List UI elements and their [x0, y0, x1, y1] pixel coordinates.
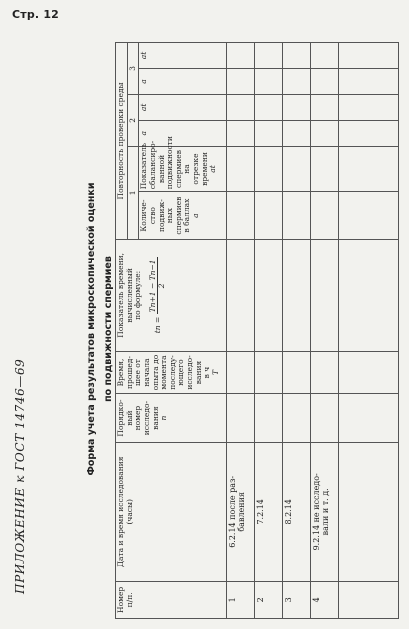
empty-cell: [283, 394, 311, 443]
empty-cell: [311, 146, 339, 192]
rotated-form-area: [0, 29, 409, 629]
empty-cell: [227, 94, 255, 120]
formula-denominator: 2: [157, 283, 167, 289]
page-number: Стр. 12: [12, 8, 60, 21]
empty-cell: [255, 94, 283, 120]
empty-cell: [339, 351, 399, 393]
header-repeat-2: 2: [127, 94, 139, 146]
empty-cell: [283, 239, 311, 351]
header-ordinal-text: Порядко- вый номер исследо- вания n: [116, 399, 169, 437]
row-number: 4: [311, 581, 339, 618]
empty-cell: [311, 192, 339, 240]
row-date-line-1: 6.2.14 после раз-: [228, 475, 238, 548]
header-rep3-at: at: [139, 43, 227, 69]
empty-cell: [311, 120, 339, 146]
empty-cell: [339, 120, 399, 146]
form-subtitle: по подвижности спермиев: [103, 256, 114, 402]
empty-cell: [283, 94, 311, 120]
empty-cell: [311, 43, 339, 69]
empty-cell: [255, 351, 283, 393]
empty-cell: [255, 146, 283, 192]
form-title: Форма учета результатов микроскопической оценки: [86, 182, 97, 476]
time-formula: [149, 257, 167, 333]
row-date: [255, 442, 283, 581]
empty-cell: [283, 351, 311, 393]
empty-cell: [339, 94, 399, 120]
empty-cell: [283, 192, 311, 240]
row-date-line-2: бавления: [237, 492, 247, 532]
row-date: [283, 442, 311, 581]
table-row-filler: [339, 43, 399, 619]
empty-cell: [283, 69, 311, 95]
formula-left: tn =: [152, 314, 162, 334]
empty-cell: [255, 394, 283, 443]
empty-cell: [255, 69, 283, 95]
empty-cell: [339, 581, 399, 618]
header-elapsed-time: [116, 351, 227, 393]
row-date: [311, 442, 339, 581]
table-row: [255, 43, 283, 619]
empty-cell: [311, 239, 339, 351]
table-row: [227, 43, 255, 619]
row-number: 2: [255, 581, 283, 618]
header-date: Дата и время исследования (часы): [116, 442, 227, 581]
empty-cell: [283, 43, 311, 69]
formula-numerator: Tn+1 − Tn−1: [147, 259, 157, 313]
empty-cell: [339, 394, 399, 443]
header-motile-count: [139, 192, 227, 240]
row-date-line-2: вали и т. д.: [321, 488, 331, 536]
empty-cell: [227, 394, 255, 443]
empty-cell: [227, 239, 255, 351]
formula-fraction: [149, 257, 167, 314]
header-rep2-a: a: [139, 120, 227, 146]
empty-cell: [283, 146, 311, 192]
header-rep3-a: a: [139, 69, 227, 95]
header-time-index-text: Показатель времени, вычисленный по формуле:: [116, 253, 143, 338]
header-balanced-motility-text: Показатель сбалансиро- ванной подвижности спермиев на отрезке времени at: [139, 136, 218, 190]
header-repeat-1: 1: [127, 146, 139, 239]
header-repeat-3: 3: [127, 43, 139, 95]
empty-cell: [227, 69, 255, 95]
empty-cell: [283, 120, 311, 146]
header-time-index: [116, 239, 227, 351]
empty-cell: [255, 192, 283, 240]
empty-cell: [227, 120, 255, 146]
header-rep2-at: at: [139, 94, 227, 120]
header-number: Номер п/п.: [116, 581, 227, 618]
header-row-1: [116, 43, 128, 619]
header-elapsed-text: Время, прошед- шее от начала опыта до момента последу- ющего исследо- вания в ч T: [116, 354, 220, 391]
table-row: [283, 43, 311, 619]
empty-cell: [227, 43, 255, 69]
empty-cell: [339, 43, 399, 69]
empty-cell: [255, 239, 283, 351]
empty-cell: [311, 351, 339, 393]
header-motile-count-text: Количе- ство подвиж- ных спермиев в баллах a: [139, 196, 200, 235]
empty-cell: [255, 120, 283, 146]
row-date-line-1: 8.2.14: [284, 499, 294, 525]
row-date-line-1: 9.2.14 не исследо-: [312, 473, 322, 551]
table-row: [311, 43, 339, 619]
annex-title: ПРИЛОЖЕНИЕ к ГОСТ 14746—69: [13, 358, 27, 594]
header-repeat-group: Повторность проверки среды: [116, 43, 128, 240]
table-body: [227, 43, 399, 619]
row-number: 3: [283, 581, 311, 618]
row-number: 1: [227, 581, 255, 618]
empty-cell: [311, 69, 339, 95]
empty-cell: [339, 69, 399, 95]
row-date: [227, 442, 255, 581]
row-date-line-1: 7.2.14: [256, 499, 266, 525]
results-table: [115, 42, 399, 619]
empty-cell: [339, 146, 399, 192]
empty-cell: [227, 192, 255, 240]
empty-cell: [227, 351, 255, 393]
header-balanced-motility: [139, 136, 227, 192]
empty-cell: [227, 146, 255, 192]
empty-cell: [255, 43, 283, 69]
empty-cell: [311, 394, 339, 443]
empty-cell: [311, 94, 339, 120]
header-ordinal: [116, 394, 227, 443]
empty-cell: [339, 192, 399, 240]
empty-cell: [339, 442, 399, 581]
empty-cell: [339, 239, 399, 351]
